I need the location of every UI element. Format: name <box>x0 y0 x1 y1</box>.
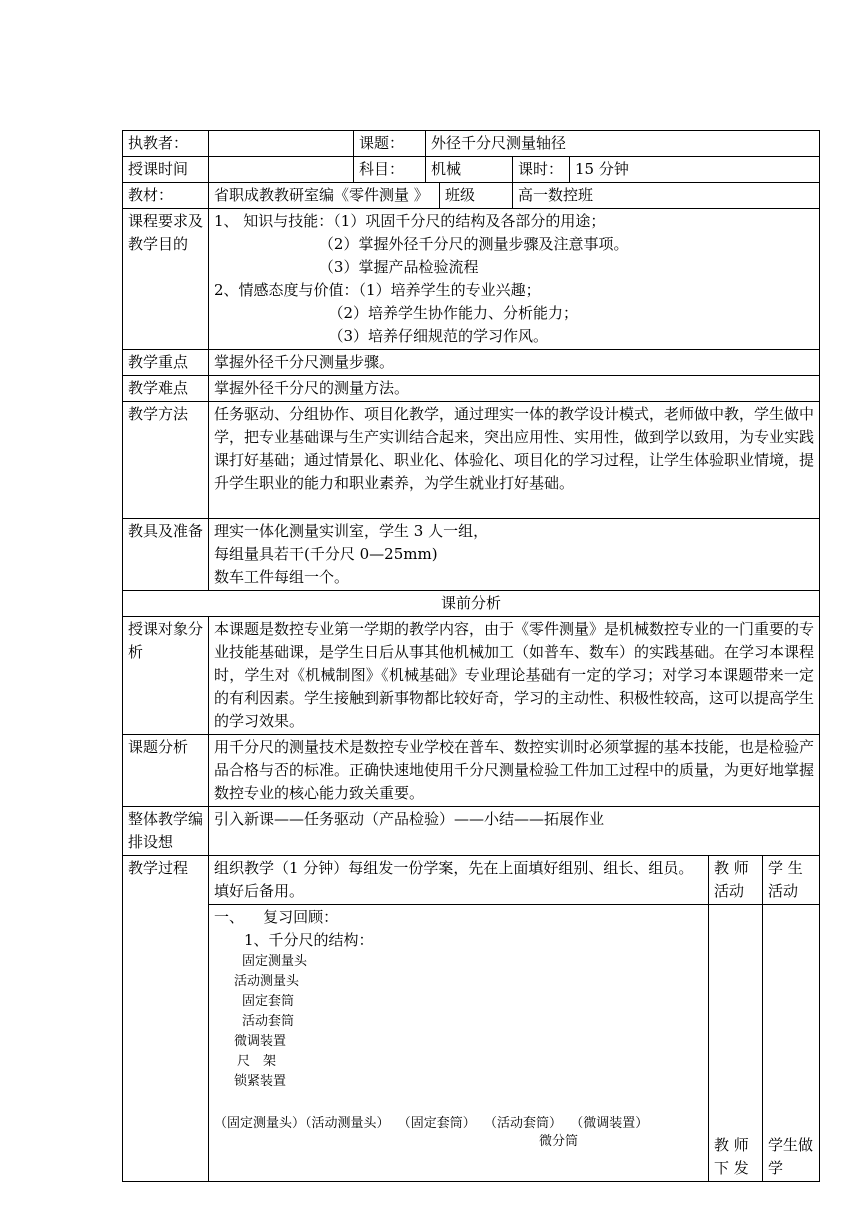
period-label: 课时： <box>513 157 570 183</box>
student-action: 学生做 学 <box>763 905 820 1182</box>
subject-label: 科目： <box>354 157 426 183</box>
objective-line: 1、 知识与技能：（1）巩固千分尺的结构及各部分的用途； <box>214 212 606 230</box>
objective-line: （2）掌握外径千分尺的测量步骤及注意事项。 <box>214 235 629 253</box>
objectives-label: 课程要求及教学目的 <box>123 209 209 350</box>
part-item: 固定套筒 <box>242 994 295 1009</box>
class-label: 班级 <box>440 183 513 209</box>
objective-line: （2）培养学生协作能力、分析能力； <box>214 304 578 322</box>
teacher-value <box>209 131 354 157</box>
arrangement-label: 整体教学编排设想 <box>123 807 209 856</box>
process-label: 教学过程 <box>123 856 209 1182</box>
time-label: 授课时间 <box>123 157 209 183</box>
tools-line: 数车工件每组一个。 <box>214 568 350 586</box>
tools-line: 理实一体化测量实训室，学生 3 人一组， <box>214 522 489 540</box>
textbook-label: 教材： <box>123 183 209 209</box>
pre-analysis-title: 课前分析 <box>123 591 820 617</box>
teacher-label: 执教者： <box>123 131 209 157</box>
period-value: 15 分钟 <box>570 157 820 183</box>
tools-line: 每组量具若干(千分尺 0—25mm) <box>214 545 438 563</box>
part-item: 锁紧装置 <box>234 1074 287 1089</box>
process-intro: 组织教学（1 分钟）每组发一份学案，先在上面填好组别、组长、组员。填好后备用。 <box>209 856 709 905</box>
topic-analysis-text: 用千分尺的测量技术是数控专业学校在普车、数控实训时必须掌握的基本技能，也是检验产品合格与否的标准。正确快速地使用千分尺测量检验工件加工过程中的质量，为更好地掌握数控专业的核心能力致关重要。 <box>209 735 820 807</box>
subject-value: 机械 <box>426 157 513 183</box>
objective-line: （3）培养仔细规范的学习作风。 <box>214 327 548 345</box>
topic-value: 外径千分尺测量轴径 <box>426 131 820 157</box>
time-value <box>209 157 354 183</box>
difficulty-text: 掌握外径千分尺的测量方法。 <box>209 376 820 402</box>
objective-line: （3）掌握产品检验流程 <box>214 258 479 276</box>
review-title: 一、 复习回顾： <box>214 908 339 926</box>
method-label: 教学方法 <box>123 402 209 519</box>
topic-analysis-label: 课题分析 <box>123 735 209 807</box>
part-item: 微调装置 <box>234 1034 287 1049</box>
student-activity-header: 学 生活动 <box>763 856 820 905</box>
structure-caption: （固定测量头）（活动测量头） （固定套筒） （活动套筒） （微调装置） <box>214 1116 649 1131</box>
structure-caption-sub: 微分筒 <box>539 1134 579 1149</box>
class-value: 高一数控班 <box>513 183 820 209</box>
objective-line: 2、情感态度与价值：（1）培养学生的专业兴趣； <box>214 281 541 299</box>
arrangement-text: 引入新课——任务驱动（产品检验）——小结——拓展作业 <box>209 807 820 856</box>
part-item: 固定测量头 <box>242 954 308 969</box>
topic-label: 课题： <box>354 131 426 157</box>
difficulty-label: 教学难点 <box>123 376 209 402</box>
parts-list <box>214 952 703 1092</box>
part-item: 活动套筒 <box>242 1014 295 1029</box>
part-item: 尺 架 <box>237 1054 277 1069</box>
teacher-activity-header: 教 师活动 <box>709 856 763 905</box>
method-text: 任务驱动、分组协作、项目化教学，通过理实一体的教学设计模式，老师做中教，学生做中学，把专业基础课与生产实训结合起来，突出应用性、实用性，做到学以致用，为专业实践课打好基础；通过情景化、职业化、体验化、项目化的学习过程，让学生体验职业情境，提升学生职业的能力和职业素养，为学生就业打好基础。 <box>209 402 820 519</box>
audience-text: 本课题是数控专业第一学期的教学内容，由于《零件测量》是机械数控专业的一门重要的专业技能基础课，是学生日后从事其他机械加工（如普车、数车）的实践基础。在学习本课程时，学生对《机械制图》《机械基础》专业理论基础有一定的学习；对学习本课题带来一定的有利因素。学生接触到新事物都比较好奇，学习的主动性、积极性较高，这可以提高学生的学习效果。 <box>209 617 820 735</box>
teacher-action: 教 师下 发 <box>709 905 763 1182</box>
textbook-value: 省职成教教研室编《零件测量 》 <box>209 183 440 209</box>
review-section <box>209 905 709 1182</box>
audience-label: 授课对象分析 <box>123 617 209 735</box>
key-point-label: 教学重点 <box>123 350 209 376</box>
lesson-plan-table <box>122 130 820 1182</box>
objectives-content <box>209 209 820 350</box>
part-item: 活动测量头 <box>234 974 300 989</box>
structure-title: 1、千分尺的结构： <box>244 931 374 949</box>
tools-label: 教具及准备 <box>123 519 209 591</box>
tools-content <box>209 519 820 591</box>
key-point-text: 掌握外径千分尺测量步骤。 <box>209 350 820 376</box>
